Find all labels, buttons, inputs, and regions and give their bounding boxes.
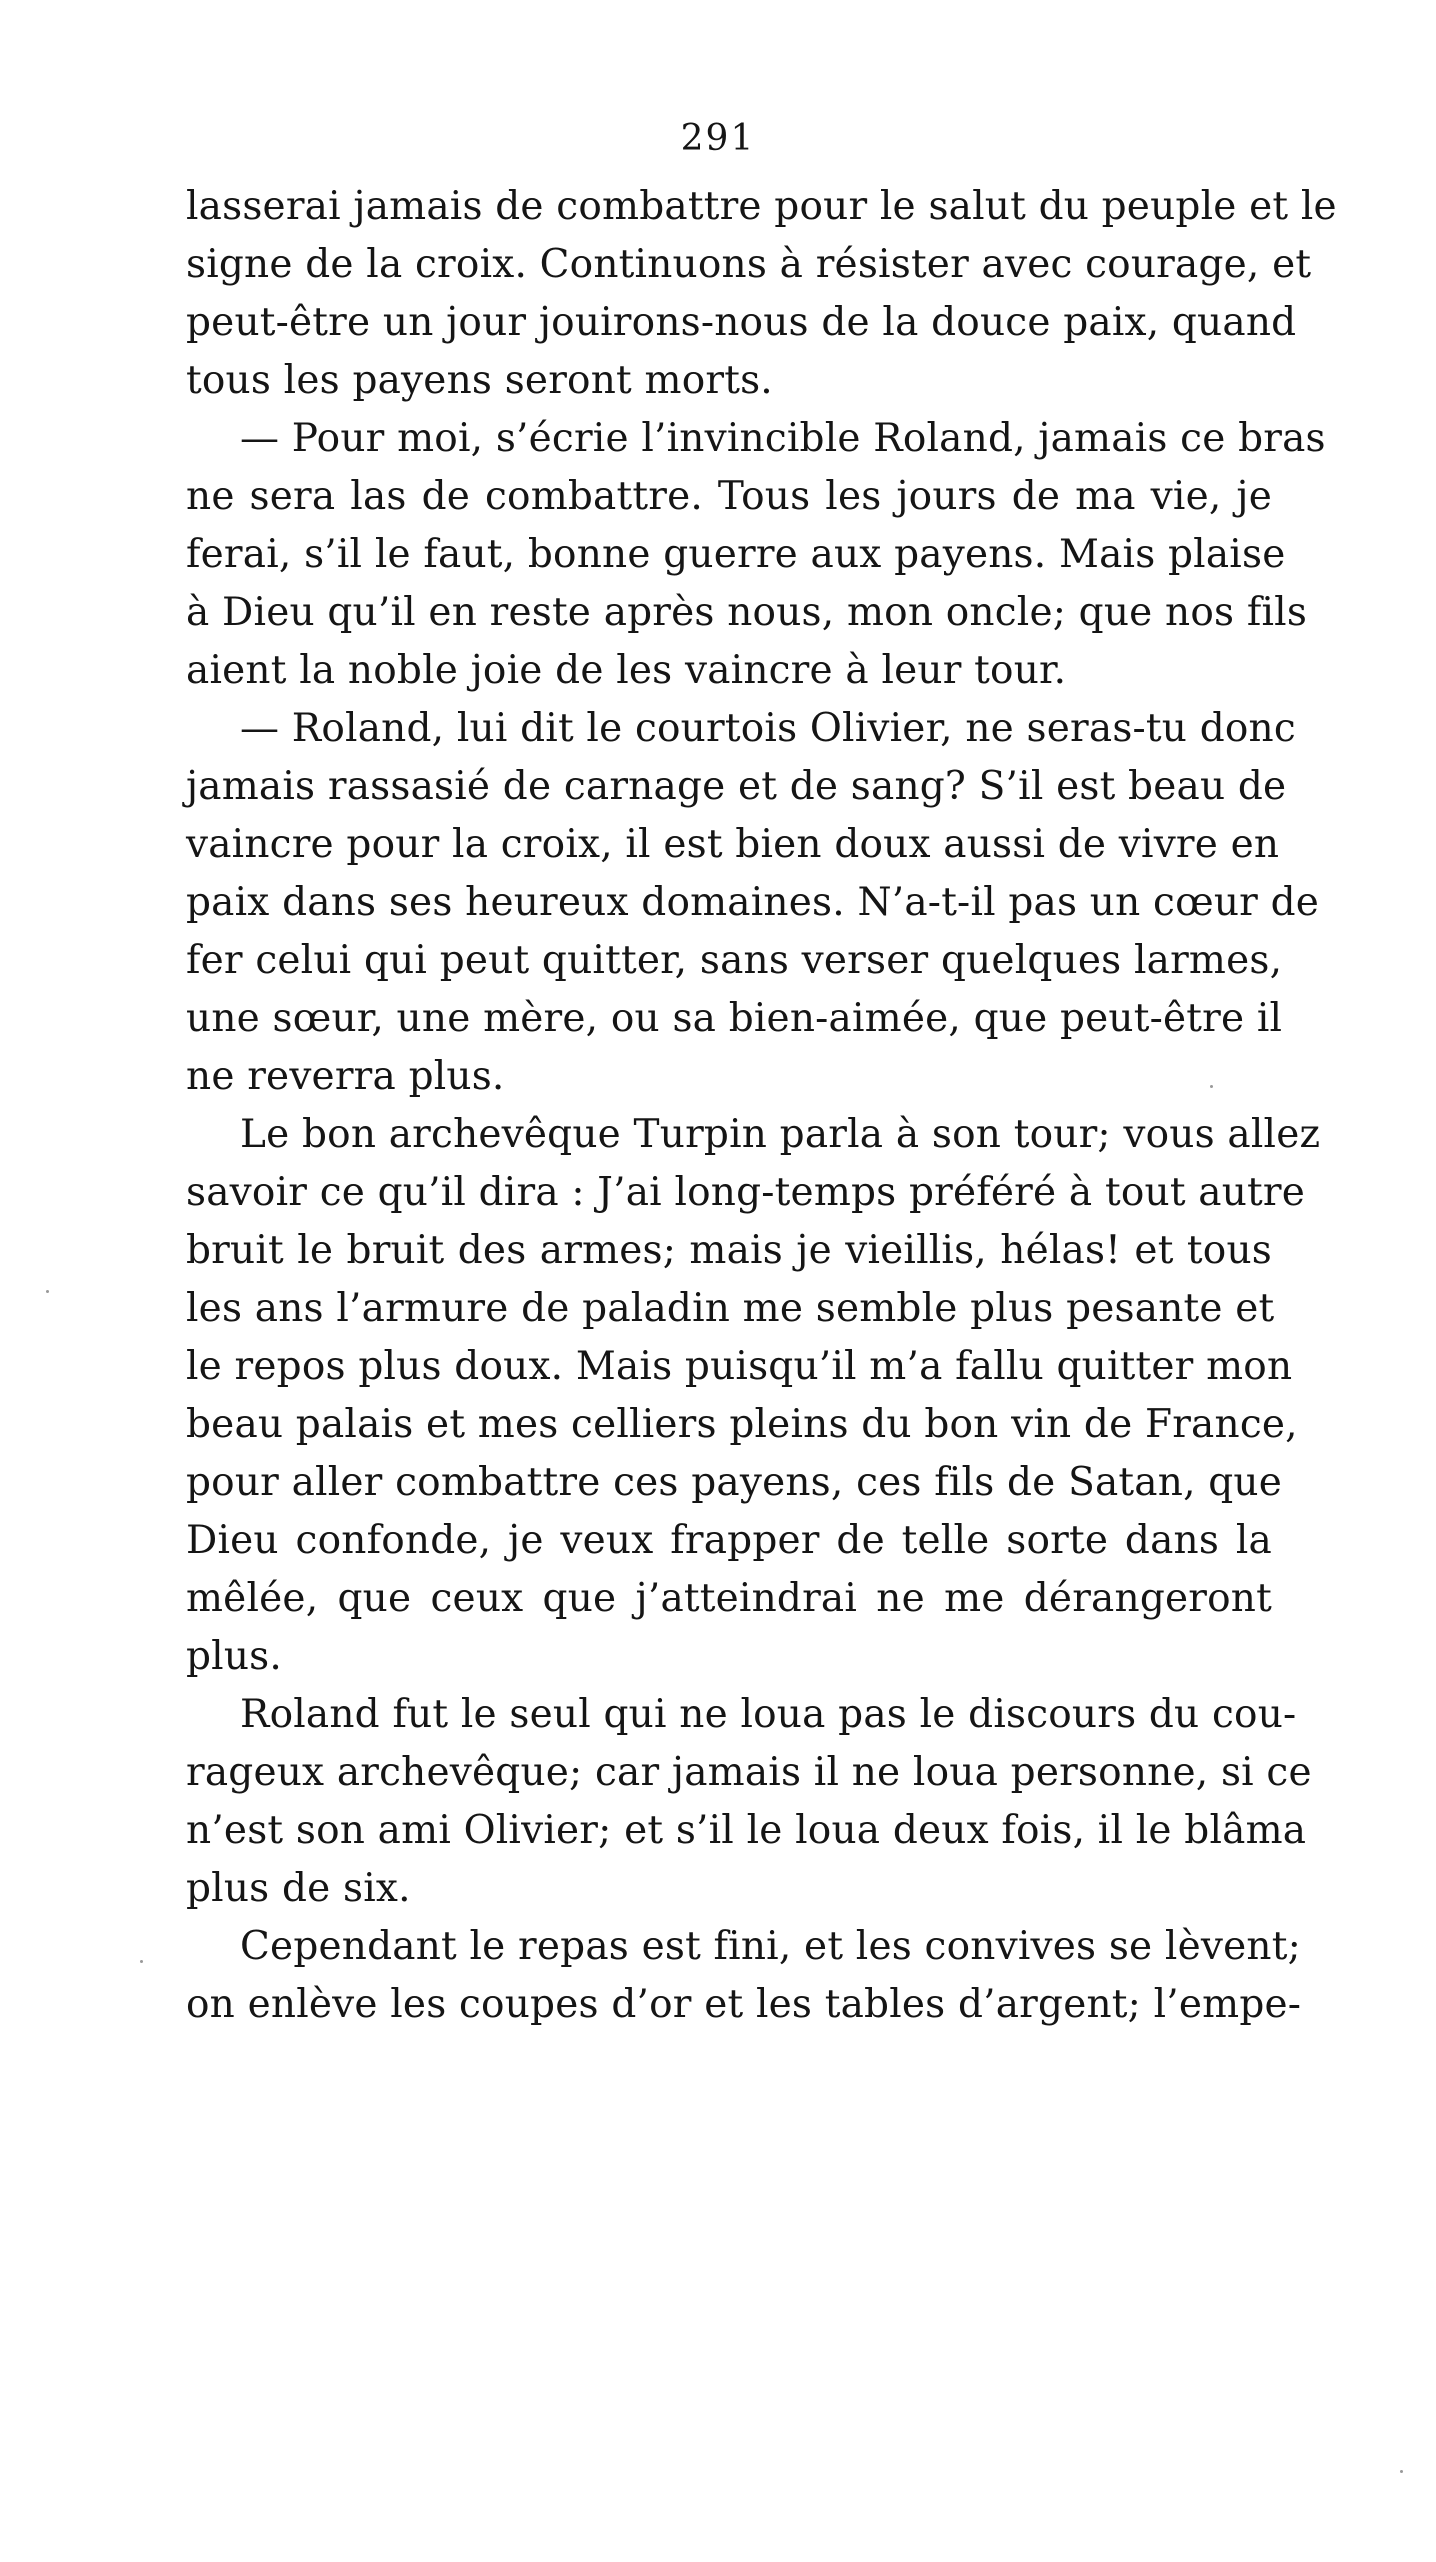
text-line: lasserai jamais de combattre pour le salut du peuple et le <box>186 184 1337 229</box>
paragraph-6 <box>186 1918 1302 2034</box>
paragraph-2 <box>186 410 1326 700</box>
text-line: peut-être un jour jouirons-nous de la douce paix, quand <box>186 300 1297 345</box>
paragraph-3 <box>186 700 1320 1106</box>
text-line: savoir ce qu’il dira : J’ai long-temps préféré à tout autre <box>186 1170 1306 1215</box>
text-line: fer celui qui peut quitter, sans verser quelques larmes, <box>186 938 1283 983</box>
text-line: tous les payens seront morts. <box>186 358 773 403</box>
text-line: ferai, s’il le faut, bonne guerre aux payens. Mais plaise <box>186 532 1286 577</box>
text-line: signe de la croix. Continuons à résister avec courage, et <box>186 242 1312 287</box>
text-line: rageux archevêque; car jamais il ne loua personne, si ce <box>186 1750 1312 1795</box>
text-line: pour aller combattre ces payens, ces fils de Satan, que <box>186 1460 1283 1505</box>
text-line: à Dieu qu’il en reste après nous, mon oncle; que nos fils <box>186 590 1308 635</box>
text-line: Roland fut le seul qui ne loua pas le discours du cou- <box>240 1692 1297 1737</box>
text-line: Dieu confonde, je veux frapper de telle sorte dans la <box>186 1518 1272 1563</box>
text-line: vaincre pour la croix, il est bien doux aussi de vivre en <box>186 822 1280 867</box>
text-line: une sœur, une mère, ou sa bien-aimée, que peut-être il <box>186 996 1283 1041</box>
text-line: plus. <box>186 1634 282 1679</box>
body-text <box>186 178 1337 2034</box>
text-line: plus de six. <box>186 1866 411 1911</box>
paper-speck <box>1210 1085 1213 1088</box>
text-line: le repos plus doux. Mais puisqu’il m’a fallu quitter mon <box>186 1344 1293 1389</box>
text-line: — Roland, lui dit le courtois Olivier, ne seras-tu donc <box>240 706 1296 751</box>
text-line: Le bon archevêque Turpin parla à son tour; vous allez <box>240 1112 1321 1157</box>
paper-speck <box>1400 2470 1403 2473</box>
paragraph-4 <box>186 1106 1321 1686</box>
text-line: beau palais et mes celliers pleins du bon vin de France, <box>186 1402 1298 1447</box>
paper-speck <box>140 1960 143 1963</box>
text-line: ne reverra plus. <box>186 1054 505 1099</box>
text-line: aient la noble joie de les vaincre à leur tour. <box>186 648 1067 693</box>
text-line: Cependant le repas est fini, et les convives se lèvent; <box>240 1924 1301 1969</box>
text-line: ne sera las de combattre. Tous les jours de ma vie, je <box>186 474 1272 519</box>
text-line: — Pour moi, s’écrie l’invincible Roland, jamais ce bras <box>240 416 1326 461</box>
text-line: paix dans ses heureux domaines. N’a-t-il pas un cœur de <box>186 880 1320 925</box>
text-line: n’est son ami Olivier; et s’il le loua deux fois, il le blâma <box>186 1808 1307 1853</box>
paper-speck <box>46 1290 49 1293</box>
text-line: bruit le bruit des armes; mais je vieillis, hélas! et tous <box>186 1228 1272 1273</box>
page-number: 291 <box>680 118 756 159</box>
text-line: mêlée, que ceux que j’atteindrai ne me dérangeront <box>186 1576 1272 1621</box>
paragraph-5 <box>186 1686 1312 1918</box>
text-line: on enlève les coupes d’or et les tables d’argent; l’empe- <box>186 1982 1302 2027</box>
paragraph-1 <box>186 178 1337 410</box>
text-line: jamais rassasié de carnage et de sang? S’il est beau de <box>186 764 1287 809</box>
text-line: les ans l’armure de paladin me semble plus pesante et <box>186 1286 1275 1331</box>
